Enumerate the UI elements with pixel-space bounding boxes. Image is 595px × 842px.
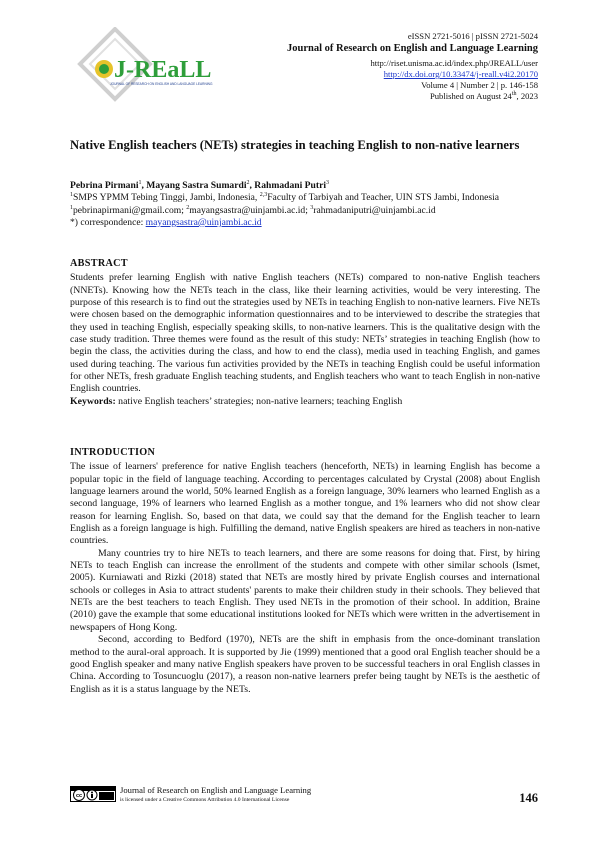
intro-paragraph-1: The issue of learners' preference for native English teachers (henceforth, NETs) in learning English has become a popular topic in the field of language teaching. According to percentages calculated by Crystal (2008) about English language learners around the world, 50% learned English as a foreign language, 30% learners who learned English as a second language, 19% of learners who learned English as a mother tongue, and 1% learners who did not show clear reason for learning English. So, based on that data, we could say that the demand for the English teacher to learn English as a foreign language is high. Fulfilling the demand, native English speakers are hired as teachers in non-native countries. — [70, 461, 540, 547]
abstract-heading: ABSTRACT — [70, 258, 128, 269]
affiliations: $^1$SMPS YPMM Tebing Tinggi, Jambi, Indonesia, $^{2,3}$Faculty of Tarbiyah and Teacher, UIN STS Jambi, Indonesia — [70, 192, 500, 204]
cc-by-license-icon[interactable] — [70, 786, 116, 802]
article-title: Native English teachers (NETs) strategies in teaching English to non-native learners — [70, 138, 520, 152]
intro-paragraph-3: Second, according to Bedford (1970), NETs are the shift in emphasis from the once-dominant translation method to the aural-oral approach. It is supported by Jie (1999) mentioned that a good oral English teacher should be a good English speaker and many native English speakers have proven to be successful teachers in oral English classes in China. According to Tosuncuoglu (2017), a reason non-native learners prefer being taught by NETs is the aesthetic of English as it is a status language by the NETs. — [70, 634, 540, 695]
page-number: 146 — [519, 791, 538, 805]
intro-paragraph-2: Many countries try to hire NETs to teach learners, and there are some reasons for doing that. First, by hiring NETs to teach English can increase the enrollment of the students and compete with other similar schools (Ismet, 2005). Kurniawati and Rizki (2018) stated that NETs are mostly hired by private English courses and international schools or colleges in Asia to attract students' parents to make their children study in their schools. They believed that NETs are the best teachers to teach English. They used NETs in the promotion of their school. In addition, Braine (2010) gave the example that some educational institutions looked for NETs which were written in the advertisement in newspapers of Hong Kong. — [70, 547, 540, 633]
footer-journal: Journal of Research on English and Language Learning — [120, 785, 312, 795]
correspondence-email-link[interactable]: mayangsastra@uinjambi.ac.id — [145, 216, 262, 228]
footer-text — [120, 785, 311, 805]
journal-title: Journal of Research on English and Language Learning — [287, 43, 538, 54]
logo-subtext: JOURNAL OF RESEARCH ON ENGLISH AND LANGUAGE LEARNING — [110, 82, 213, 86]
keywords: Keywords: native English teachers’ strategies; non-native learners; teaching English — [70, 395, 403, 407]
introduction-heading: INTRODUCTION — [70, 447, 156, 458]
author-block — [70, 180, 540, 229]
svg-text:cc: cc — [75, 793, 83, 799]
doi-link[interactable]: http://dx.doi.org/10.33474/j-reall.v4i2.20170 — [383, 69, 538, 79]
logo-wordmark: J-REaLL — [114, 57, 212, 83]
abstract-section — [70, 258, 540, 408]
footer-license: is licensed under a Creative Commons Attribution 4.0 International License — [120, 797, 290, 803]
published-date: Published on August 24th, 2023 — [429, 91, 538, 101]
abstract-body: Students prefer learning English with native English teachers (NETs) compared to non-native English teachers (NNETs). Knowing how the NETs teach in the class, like their learning activities, would be very interesting. The purpose of this research is to find out the strategies used by NETs in teaching English to non-native learners. Five NETs were chosen based on the demographic information questionnaires and to be interviewed to describe the strategies that they used in teaching English, especially speaking skills, to non-native learners. This is the qualitative design with the case study tradition. Three themes were found as the result of this study: NETs’ strategies in teaching English (how to begin the class, the activities during the class, and how to end the class), media used in teaching English, and games used during teaching. The various fun activities provided by the NETs in teaching English could be useful information for other NETs, fresh graduate English teaching students, and English teachers who want to teach English in non-native English countries. — [70, 272, 540, 395]
journal-header — [287, 31, 538, 102]
correspondence: *) correspondence: mayangsastra@uinjambi.ac.id — [70, 216, 262, 228]
emails: $^1$pebrinapirmani@gmail.com; $^2$mayangsastra@uinjambi.ac.id; $^3$rahmadaniputri@uinjambi.ac.id — [70, 204, 436, 216]
author-list: Pebrina Pirmani$^1$, Mayang Sastra Sumardi$^2$, Rahmadani Putri$^3$ — [70, 179, 329, 191]
introduction-section — [70, 447, 540, 696]
issn: eISSN 2721-5016 | pISSN 2721-5024 — [407, 31, 538, 41]
volume-info: Volume 4 | Number 2 | p. 146-158 — [421, 80, 538, 90]
journal-url[interactable]: http://riset.unisma.ac.id/index.php/JREALL/user — [370, 58, 538, 68]
journal-logo — [70, 27, 220, 105]
